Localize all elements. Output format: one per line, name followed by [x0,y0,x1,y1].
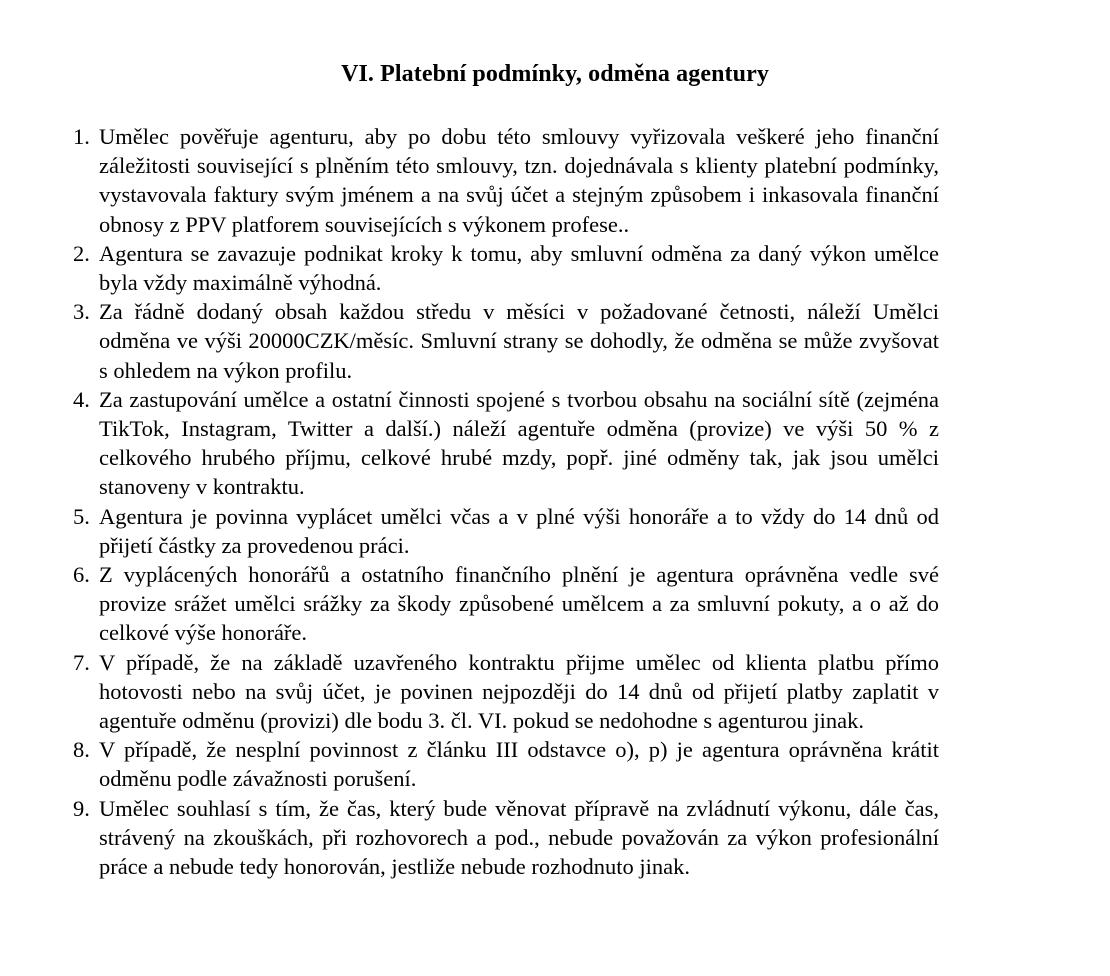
clause-text: Z vyplácených honorářů a ostatního finančního plnění je agentura oprávněna vedle své provize srážet umělci srážky za škody způsobené umělcem a za smluvní pokuty, a o až do celkové výše honoráře. [99,562,939,646]
clause-text: Agentura je povinna vyplácet umělci včas a v plné výši honoráře a to vždy do 14 dnů od přijetí částky za provedenou práci. [99,503,939,558]
clause-text: V případě, že na základě uzavřeného kontraktu přijme umělec od klienta platbu přímo hotovosti nebo na svůj účet, je povinen nejpozději do 14 dnů od přijetí platby zaplatit v agentuře odměnu (provizi) dle bodu 3. čl. VI. pokud se nedohodne s agenturou jinak. [99,649,939,734]
clause-item [73,122,939,239]
clause-item [73,385,939,502]
clause-item [73,648,939,736]
clause-item [73,239,939,297]
clause-number: 7. [73,649,90,675]
clause-text: Agentura se zavazuje podnikat kroky k tomu, aby smluvní odměna za daný výkon umělce byla vždy maximálně výhodná. [99,240,939,296]
clause-number: 6. [73,562,90,588]
clause-number: 2. [73,240,90,266]
clause-item [73,560,939,648]
clause-number: 8. [73,737,90,763]
clause-list [73,122,939,881]
clause-text: Umělec souhlasí s tím, že čas, který bude věnovat přípravě na zvládnutí výkonu, dále čas, strávený na zkouškách, při rozhovorech a pod., nebude považován za výkon profesionální práce a nebude tedy honorován, jestliže nebude rozhodnuto jinak. [99,795,939,880]
clause-text: Umělec pověřuje agenturu, aby po dobu této smlouvy vyřizovala veškeré jeho finanční záležitosti související s plněním této smlouvy, tzn. dojednávala s klienty platební podmínky, vystavovala faktury svým jménem a na svůj účet a stejným způsobem i inkasovala finanční obnosy z PPV platforem souvisejících s výkonem profese.. [99,124,939,237]
clause-number: 3. [73,299,90,325]
clause-item [73,794,939,882]
clause-item [73,502,939,560]
clause-item [73,735,939,793]
clause-text: V případě, že nesplní povinnost z článku III odstavce o), p) je agentura oprávněna krátit odměnu podle závažnosti porušení. [99,737,939,792]
clause-text: Za zastupování umělce a ostatní činnosti spojené s tvorbou obsahu na sociální sítě (zejména TikTok, Instagram, Twitter a další.) náleží agentuře odměna (provize) ve výši 50 % z celkového hrubého příjmu, celkové hrubé mzdy, popř. jiné odměny tak, jak jsou umělci stanoveny v kontraktu. [99,386,939,500]
clause-number: 5. [73,503,90,529]
clause-text: Za řádně dodaný obsah každou středu v měsíci v požadované četnosti, náleží Umělci odměna ve výši 20000CZK/měsíc. Smluvní strany se dohodly, že odměna se může zvyšovat s ohledem na výkon profilu. [99,299,939,383]
clause-number: 9. [73,795,90,821]
clause-number: 4. [73,386,90,412]
clause-number: 1. [73,124,90,149]
page-title: VI. Platební podmínky, odměna agentury [341,61,769,88]
clause-item [73,297,939,385]
